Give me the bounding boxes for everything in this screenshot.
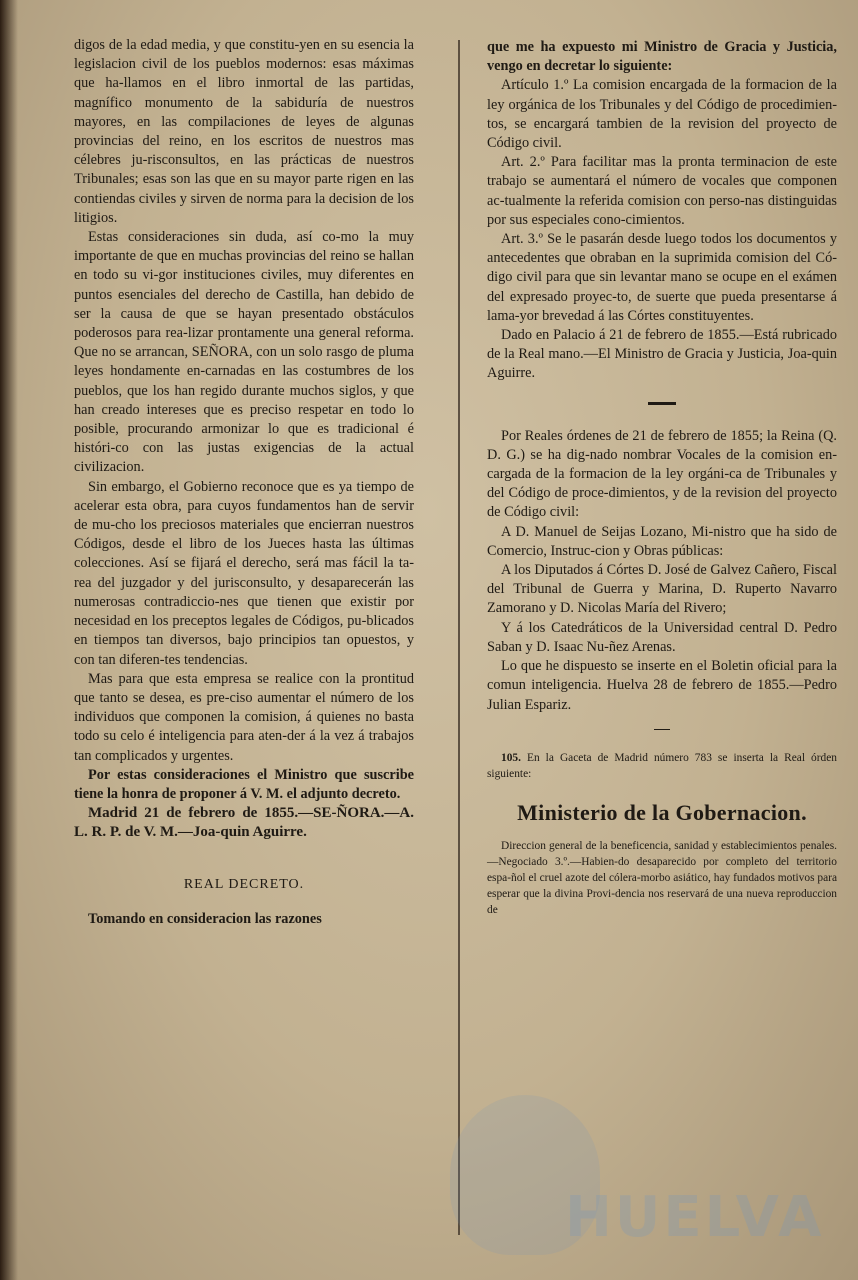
paragraph: Sin embargo, el Gobierno reconoce que es ya tiempo de acelerar esta obra, para cuyos fundamentos han de servir de mu-cho los preciosos materiales que encierran nuestros Códigos, desde el libro de los Jueces hasta las últimas colecciones. Así se fijará el derecho, será mas fácil la ta-rea del juzgador y del jurisconsulto, y desaparecerán las numerosas contradiccio-nes que tienen que existir por necesidad en los preceptos legales de Códigos, pu-blicados en tiempos tan diversos, bajo principios tan opuestos, y con tan diferen-tes tendencias. xyxy=(74,478,414,668)
section-divider xyxy=(648,402,676,405)
paragraph: Por Reales órdenes de 21 de febrero de 1855; la Reina (Q. D. G.) se ha dig-nado nombrar Vocales de la comision en-cargada de la formacion de la ley orgáni-ca de Tribunales y del Código de proce-dimientos, y de la revision del proyecto de Código civil: xyxy=(487,427,837,521)
signature: Madrid 21 de febrero de 1855.—SE-ÑORA.—A. L. R. P. de V. M.—Joa-quin Aguirre. xyxy=(74,805,414,841)
paragraph: Y á los Catedráticos de la Universidad central D. Pedro Saban y D. Isaac Nu-ñez Arenas. xyxy=(487,619,837,655)
paragraph: digos de la edad media, y que constitu-yen en su esencia la legislacion civil de los pueblos modernos: esas máximas que ha-llamos en el libro inmortal de las partidas, magnífico monumento de la sabiduría de nuestros mayores, en las compilaciones de leyes de algunas provincias del reino, en los escritos de nuestros mas célebres ju-risconsultos, en las prácticas de nuestros Tribunales; esas son las que en su mayor parte rigen en las contiendas civiles y sirven de norma para la decision de los litigios. xyxy=(74,37,414,226)
paragraph: Lo que he dispuesto se inserte en el Boletin oficial para la comun inteligencia. Huelva 28 de febrero de 1855.—Pedro Julian Espariz. xyxy=(487,658,837,713)
section-divider xyxy=(654,729,670,730)
paragraph: Estas consideraciones sin duda, así co-mo la muy importante de que en muchas provincias del reino se hallan en todo su vi-gor instituciones civiles, muy diferentes en puntos esenciales del derecho de Castilla, han debido de ser la causa de que se hayan presentado obstáculos poderosos para rea-lizar prontamente una general reforma. Que no se arrancan, SEÑORA, con un solo rasgo de pluma leyes hondamente en-carnadas en las costumbres de los pueblos, que los han regido durante muchos siglos, y que han creado intereses que es preciso respetar en todo lo posible, procurando armonizar lo que es tradicional é históri-co con las justas exigencias de la actual civilizacion. xyxy=(74,229,414,476)
article: Artículo 1.º La comision encargada de la formacion de la ley orgánica de los Tribunales y del Código de procedimien-tos, se encargará tambien de la revision del proyecto de Código civil. xyxy=(487,77,837,152)
left-column xyxy=(74,36,414,929)
article: Art. 3.º Se le pasarán desde luego todos los documentos y antecedentes que obraban en la suprimida comision del Có-digo civil para que sin levantar mano se ocupe en el exámen del expresado proyec-to, de suerte que pueda presentarse á lama-yor brevedad á las Córtes constituyentes. xyxy=(487,231,837,324)
decree-heading: REAL DECRETO. xyxy=(183,876,305,892)
watermark: HUELVA xyxy=(565,1185,825,1250)
paragraph: que me ha expuesto mi Ministro de Gracia y Justicia, vengo en decretar lo siguiente: xyxy=(487,39,837,75)
paragraph: Mas para que esta empresa se realice con la prontitud que tanto se desea, es pre-ciso aumentar el número de los individuos que componen la comision, á quienes no basta todo su celo é inteligencia para aten-der á la vez á trabajos tan complicados y urgentes. xyxy=(74,670,414,764)
decree-start: Tomando en consideracion las razones xyxy=(88,910,322,927)
notice-number: 105. xyxy=(501,751,521,764)
right-column xyxy=(487,38,837,918)
paragraph: Direccion general de la beneficencia, sanidad y establecimientos penales.—Negociado 3.º.—Habien-do desaparecido por completo del territorio espa-ñol el cruel azote del cólera-morbo asiático, hay fundados motivos para esperar que la divina Provi-dencia nos reservará de una nueva reproduccion de xyxy=(487,839,837,916)
paragraph: Por estas consideraciones el Ministro que suscribe tiene la honra de proponer á V. M. el adjunto decreto. xyxy=(74,766,414,802)
paragraph: A D. Manuel de Seijas Lozano, Mi-nistro que ha sido de Comercio, Instruc-cion y Obras públicas: xyxy=(487,523,837,559)
column-rule xyxy=(458,40,460,1235)
notice xyxy=(487,750,837,782)
notice-text: En la Gaceta de Madrid número 783 se inserta la Real órden siguiente: xyxy=(487,751,837,780)
ministry-title: Ministerio de la Gobernacion. xyxy=(517,799,807,825)
article: Art. 2.º Para facilitar mas la pronta terminacion de este trabajo se aumentará el número de vocales que componen ac-tualmente la referida comision con perso-nas distinguidas por sus especiales cono-cimientos. xyxy=(487,154,837,228)
signature: Dado en Palacio á 21 de febrero de 1855.—Está rubricado de la Real mano.—El Ministro de Gracia y Justicia, Joa-quin Aguirre. xyxy=(487,327,837,382)
page-shadow xyxy=(0,0,18,1280)
paragraph: A los Diputados á Córtes D. José de Galvez Cañero, Fiscal del Tribunal de Guerra y Marina, D. Ruperto Navarro Zamorano y D. Nicolas María del Rivero; xyxy=(487,562,837,617)
